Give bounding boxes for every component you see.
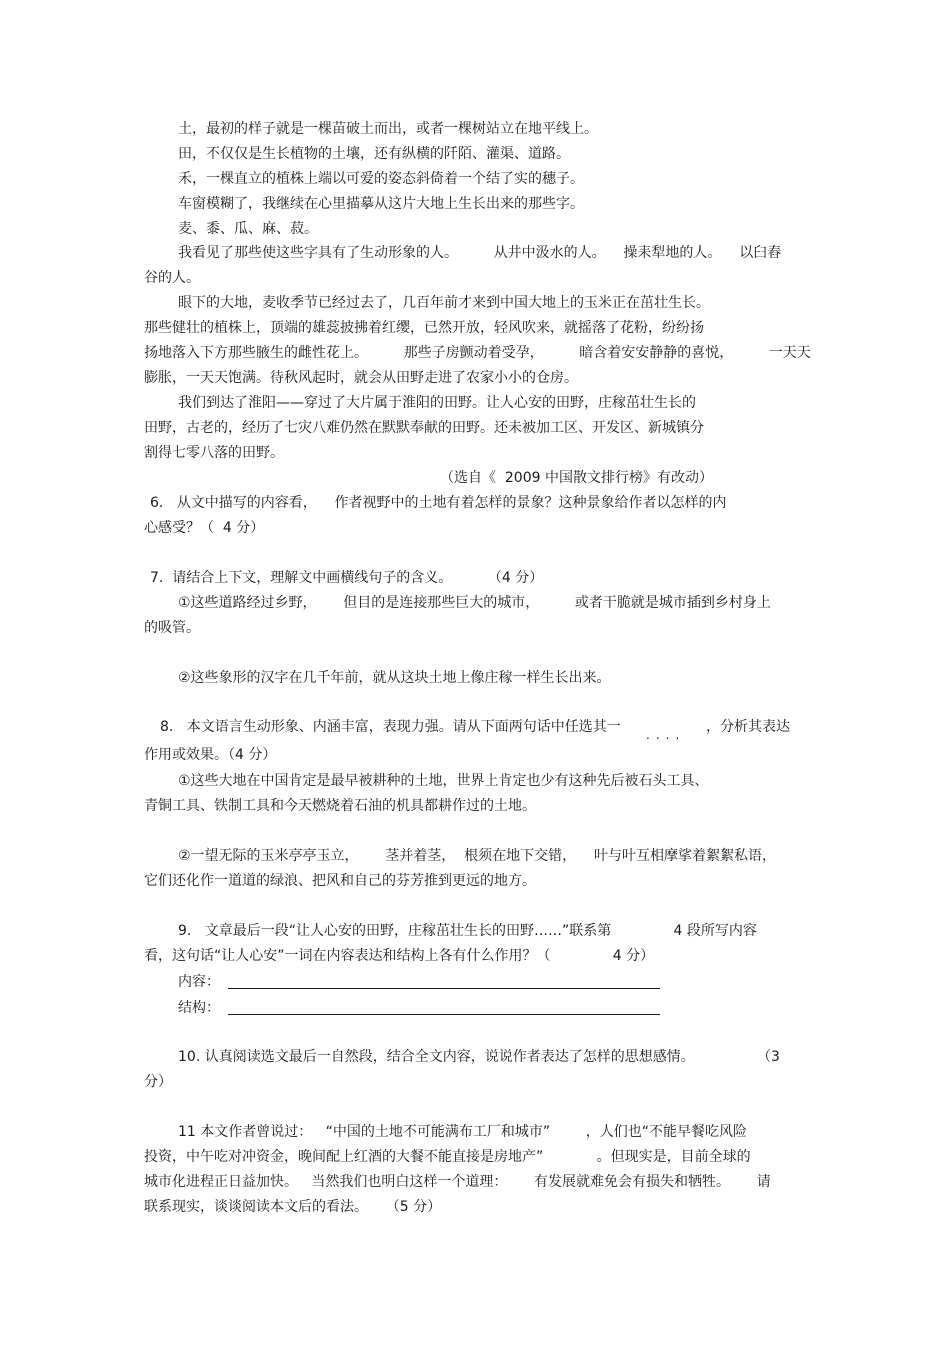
question-8-sentence: ①这些大地在中国肯定是最早被耕种的土地，世界上肯定也少有这种先后被石头工具、 — [178, 773, 709, 789]
passage-line: 扬地落入下方那些腋生的雌性花上。 那些子房颤动着受孕， 暗含着安安静静的喜悦， 一天天 — [144, 345, 811, 361]
emphasis-dots: .... — [646, 728, 686, 742]
passage-line: 割得七零八落的田野。 — [144, 445, 284, 461]
question-11: 城市化进程正日益加快。 当然我们也明白这样一个道理： 有发展就难免会有损失和牺牲。 请 — [144, 1174, 771, 1190]
passage-line: 那些健壮的植株上，顶端的雄蕊披拂着红缨，已然开放，轻风吹来，就摇落了花粉，纷纷扬 — [144, 320, 704, 336]
question-6: 心感受？（ 4 分） — [144, 520, 265, 536]
passage-line: 土，最初的样子就是一棵苗破土而出，或者一棵树站立在地平线上。 — [178, 121, 598, 137]
question-8: 8. 本文语言生动形象、内涵丰富，表现力强。请从下面两句话中任选其一 — [160, 719, 621, 735]
question-10: 10. 认真阅读选文最后一自然段，结合全文内容，说说作者表达了怎样的思想感情。 （3 — [178, 1049, 780, 1065]
source-note: （选自《 2009 中国散文排行榜》有改动） — [440, 470, 713, 486]
answer-blank-content[interactable] — [228, 988, 660, 989]
question-7-sentence: ①这些道路经过乡野， 但目的是连接那些巨大的城市， 或者干脆就是城市插到乡村身上 — [178, 595, 771, 611]
passage-line: 我看见了那些使这些字具有了生动形象的人。 从井中汲水的人。 操耒犁地的人。 以臼舂 — [178, 245, 782, 261]
passage-line: 田，不仅仅是生长植物的土壤，还有纵横的阡陌、灌渠、道路。 — [178, 146, 570, 162]
answer-label-content: 内容： — [178, 974, 220, 990]
passage-line: 田野，古老的，经历了七灾八难仍然在默默奉献的田野。还未被加工区、开发区、新城镇分 — [144, 420, 704, 436]
question-11: 11 本文作者曾说过： “中国的土地不可能满布工厂和城市” ，人们也“不能早餐吃风险 — [178, 1124, 747, 1140]
question-10: 分） — [144, 1074, 172, 1090]
passage-line: 麦、黍、瓜、麻、菽。 — [178, 221, 318, 237]
question-8: ，分析其表达 — [706, 719, 790, 735]
passage-line: 我们到达了淮阳——穿过了大片属于淮阳的田野。让人心安的田野，庄稼茁壮生长的 — [178, 395, 696, 411]
question-7-sentence: ②这些象形的汉字在几千年前，就从这块土地上像庄稼一样生长出来。 — [178, 670, 611, 686]
question-8-sentence: 它们还化作一道道的绿浪、把风和自己的芬芳推到更远的地方。 — [144, 873, 536, 889]
passage-line: 膨胀，一天天饱满。待秋风起时，就会从田野走进了农家小小的仓房。 — [144, 370, 578, 386]
question-6: 6. 从文中描写的内容看， 作者视野中的土地有着怎样的景象？这种景象给作者以怎样的内 — [150, 495, 727, 511]
question-8-sentence: 青铜工具、铁制工具和今天燃烧着石油的机具都耕作过的土地。 — [144, 798, 536, 814]
answer-blank-structure[interactable] — [228, 1014, 660, 1015]
passage-line: 眼下的大地，麦收季节已经过去了，几百年前才来到中国大地上的玉米正在茁壮生长。 — [178, 295, 710, 311]
question-9: 看，这句话“让人心安”一词在内容表达和结构上各有什么作用？（ 4 分） — [144, 948, 655, 964]
passage-line: 车窗模糊了，我继续在心里描摹从这片大地上生长出来的那些字。 — [178, 196, 584, 212]
question-11: 投资，中午吃对冲资金，晚间配上红酒的大餐不能直接是房地产” 。但现实是，目前全球的 — [144, 1149, 751, 1165]
passage-line: 禾，一棵直立的植株上端以可爱的姿态斜倚着一个结了实的穗子。 — [178, 171, 584, 187]
answer-label-structure: 结构： — [178, 1000, 220, 1016]
passage-line: 谷的人。 — [144, 270, 200, 286]
question-11: 联系现实，谈谈阅读本文后的看法。 （5 分） — [144, 1199, 442, 1215]
question-8: 作用或效果。（4 分） — [144, 747, 277, 763]
question-8-sentence: ②一望无际的玉米亭亭玉立， 茎并着茎， 根须在地下交错， 叶与叶互相摩挲着絮絮私语， — [178, 848, 776, 864]
question-7: 7. 请结合上下文，理解文中画横线句子的含义。 （4 分） — [150, 570, 544, 586]
question-7-sentence: 的吸管。 — [144, 620, 200, 636]
question-9: 9. 文章最后一段“让人心安的田野，庄稼茁壮生长的田野……”联系第 4 段所写内容 — [178, 923, 757, 939]
